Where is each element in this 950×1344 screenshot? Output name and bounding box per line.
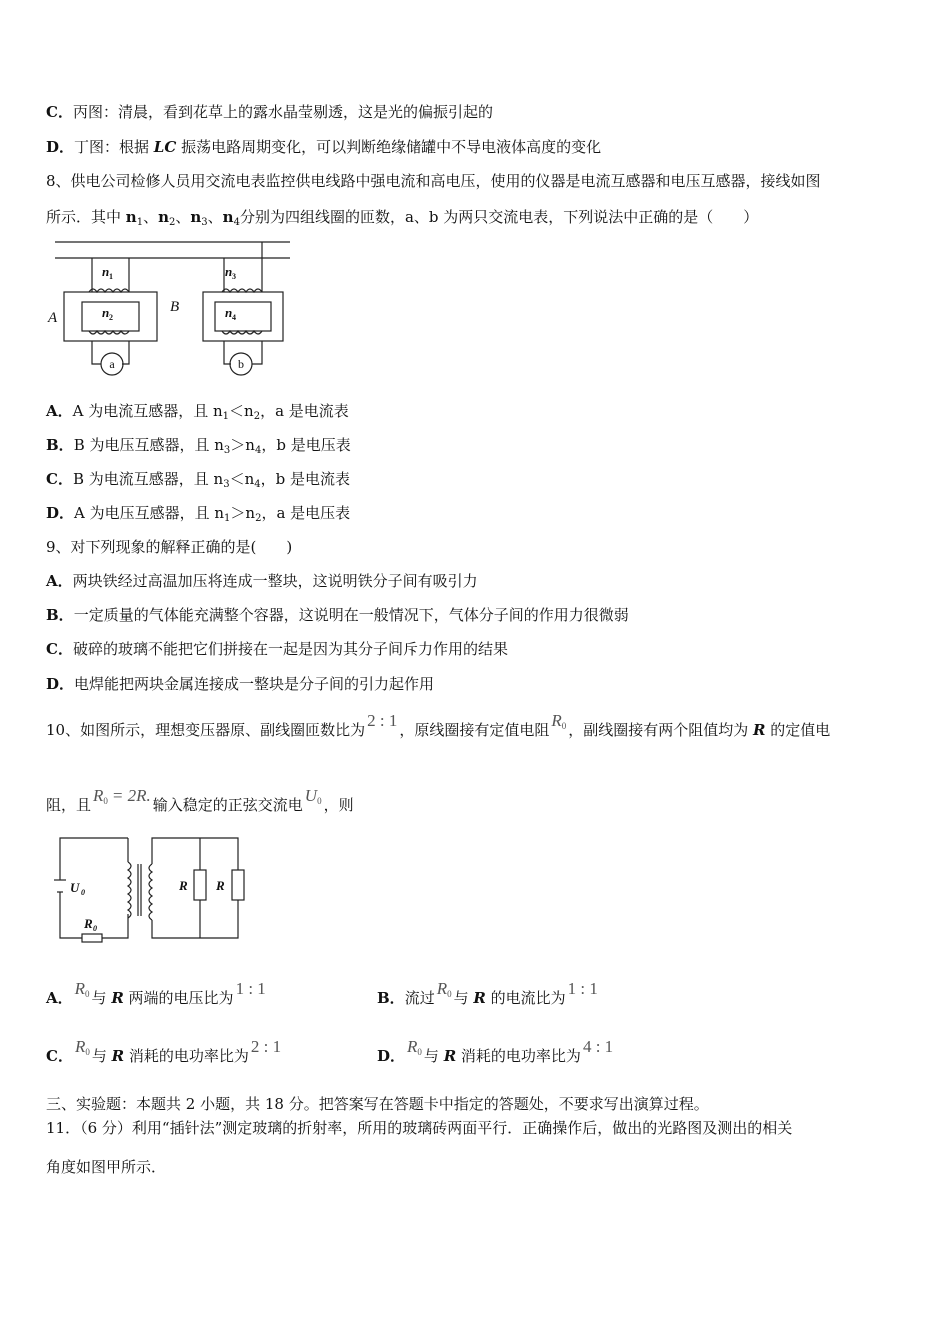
meter-b-label: b [238, 357, 244, 371]
option-text: ，b 是电流表 [260, 470, 350, 488]
stem-text: 的定值电 [765, 721, 831, 739]
option-letter: B． [377, 989, 405, 1007]
r-label-1: R [179, 878, 188, 893]
u0-label: U [70, 880, 80, 895]
option-text: ＞n [230, 504, 256, 522]
option-text: 一定质量的气体能充满整个容器，这说明在一般情况下，气体分子间的作用力很微弱 [73, 606, 629, 624]
q8-option-d [46, 503, 350, 523]
section-3-heading: 三、实验题：本题共 2 小题，共 18 分。把答案写在答题卡中指定的答题处，不要求写出演算过程。 [46, 1095, 709, 1113]
option-text: 消耗的电功率比为 [124, 1047, 249, 1065]
option-text: ＜n [229, 470, 255, 488]
subscript: 3 [223, 479, 230, 490]
ratio: 4 : 1 [582, 1037, 614, 1056]
label-n4: n [225, 305, 233, 320]
separator: 、 [207, 208, 223, 226]
option-text: 与 [423, 1047, 444, 1065]
r0-symbol [437, 979, 452, 998]
r0-symbol [75, 979, 90, 998]
equation: = 2R. [111, 786, 151, 805]
subscript: 2 [255, 513, 262, 524]
subscript: 2 [253, 411, 261, 422]
subscript: 1 [224, 513, 231, 524]
label-a-transformer: A [48, 310, 58, 326]
subscript: 0 [103, 796, 108, 806]
q10-stem-line1 [46, 711, 831, 740]
stem-text: ，则 [323, 796, 354, 814]
subscript: 0 [85, 1047, 90, 1057]
option-text: A 为电压互感器，且 n [74, 504, 225, 522]
q8-option-c [46, 469, 350, 489]
separator: 、 [175, 208, 191, 226]
option-letter: B． [46, 436, 74, 454]
option-letter: C． [46, 103, 73, 121]
q10-option-b [377, 979, 600, 1008]
r-symbol: R [473, 989, 486, 1007]
q8-option-a [46, 401, 349, 421]
r-letter: R [74, 979, 86, 998]
r-letter: R [551, 711, 562, 730]
q9-option-c [46, 639, 508, 659]
subscript: 1 [222, 411, 230, 422]
option-letter: C． [46, 470, 73, 488]
q8-stem-line2 [46, 207, 758, 227]
subscript: 4 [254, 445, 262, 456]
r0-label-sub: 0 [93, 924, 97, 933]
option-text: 流过 [404, 989, 435, 1007]
subscript: 0 [561, 721, 567, 731]
r-letter: R [74, 1037, 86, 1056]
q9-option-d [46, 674, 434, 694]
option-text: A 为电流互感器，且 n [72, 402, 223, 420]
option-text: 破碎的玻璃不能把它们拼接在一起是因为其分子间斥力作用的结果 [72, 640, 508, 658]
r0-symbol [407, 1037, 422, 1056]
label-n2: n [102, 305, 110, 320]
r-label-2: R [216, 878, 225, 893]
n-symbol: n [190, 208, 202, 226]
r-symbol: R [111, 1047, 125, 1065]
label-n4-sub: 4 [232, 313, 236, 322]
option-letter: B． [46, 606, 74, 624]
option-text: ，b 是电压表 [261, 436, 351, 454]
q8-stem-line1: 8、供电公司检修人员用交流电表监控供电线路中强电流和高电压，使用的仪器是电流互感器和电压互感器，接线如图 [46, 172, 821, 190]
subscript: 0 [447, 989, 452, 999]
q7-option-d [46, 137, 601, 157]
subscript: 2 [168, 217, 176, 228]
option-letter: D． [46, 138, 75, 156]
q11-stem-line1: 11．（6 分）利用“插针法”测定玻璃的折射率，所用的玻璃砖两面平行．正确操作后，做出的光路图及测出的相关 [46, 1119, 793, 1137]
r-symbol: R [753, 721, 766, 739]
option-text: ，a 是电流表 [260, 402, 349, 420]
option-letter: A． [46, 989, 73, 1007]
q9-option-b [46, 605, 629, 625]
subscript: 3 [201, 217, 208, 228]
turns-ratio: 2 : 1 [367, 711, 398, 730]
q11-stem-line2: 角度如图甲所示． [46, 1158, 167, 1176]
option-text: ＞n [230, 436, 255, 454]
label-b-transformer: B [170, 299, 180, 315]
u0-label-sub: 0 [81, 888, 85, 897]
n-symbol: n [125, 208, 137, 226]
option-letter: C． [46, 1047, 73, 1065]
stem-text: 10、如图所示，理想变压器原、副线圈匝数比为 [46, 721, 366, 739]
option-text: ＜n [229, 402, 254, 420]
r0-symbol [93, 786, 108, 805]
option-letter: D． [46, 504, 75, 522]
option-letter: D． [46, 675, 75, 693]
option-text: ，a 是电压表 [261, 504, 351, 522]
option-letter: D． [377, 1047, 406, 1065]
q10-option-c [46, 1037, 283, 1066]
subscript: 0 [317, 796, 322, 806]
label-n3-sub: 3 [232, 272, 236, 281]
r0-label: R [84, 916, 93, 931]
r-letter: R [436, 979, 448, 998]
option-letter: A． [46, 402, 73, 420]
q9-option-a [46, 571, 478, 591]
ratio: 1 : 1 [567, 979, 598, 998]
option-text: 振荡电路周期变化，可以判断绝缘储罐中不导电液体高度的变化 [176, 138, 602, 156]
option-text: 两块铁经过高温加压将连成一整块，这说明铁分子间有吸引力 [72, 572, 478, 590]
option-text: 电焊能把两块金属连接成一整块是分子间的引力起作用 [74, 675, 435, 693]
q7-option-c [46, 102, 493, 122]
option-text: 与 [453, 989, 474, 1007]
subscript: 3 [223, 445, 231, 456]
ratio: 2 : 1 [250, 1037, 282, 1056]
r-letter: R [93, 786, 104, 805]
option-text: 与 [91, 989, 112, 1007]
subscript: 1 [136, 217, 144, 228]
label-n2-sub: 2 [109, 313, 113, 322]
stem-text: 输入稳定的正弦交流电 [152, 796, 303, 814]
q10-circuit-figure [52, 836, 252, 946]
lc-symbol: LC [153, 138, 177, 156]
ratio: 1 : 1 [235, 979, 266, 998]
subscript: 4 [233, 217, 240, 228]
r-symbol: R [111, 989, 124, 1007]
n-symbol: n [158, 208, 169, 226]
u-letter: U [304, 786, 318, 805]
option-text: 的电流比为 [485, 989, 566, 1007]
subscript: 0 [417, 1047, 422, 1057]
subscript: 4 [254, 479, 261, 490]
option-text: 两端的电压比为 [123, 989, 234, 1007]
option-text: 与 [91, 1047, 112, 1065]
q10-option-a [46, 979, 268, 1008]
n-symbol: n [222, 208, 234, 226]
meter-a-label: a [109, 357, 115, 371]
option-text: B 为电流互感器，且 n [72, 470, 224, 488]
r-letter: R [407, 1037, 418, 1056]
r-symbol: R [443, 1047, 457, 1065]
separator: 、 [143, 208, 159, 226]
option-text: 丙图：清晨，看到花草上的露水晶莹剔透，这是光的偏振引起的 [72, 103, 493, 121]
stem-text: 分别为四组线圈的匝数，a、b 为两只交流电表，下列说法中正确的是（ ） [239, 208, 759, 226]
stem-text: ，原线圈接有定值电阻 [399, 721, 550, 739]
option-text: 消耗的电功率比为 [456, 1047, 581, 1065]
q8-transformer-figure [45, 238, 305, 378]
stem-text: 阻，且 [46, 796, 92, 814]
q8-option-b [46, 435, 351, 455]
subscript: 0 [85, 989, 90, 999]
label-n1: n [102, 264, 110, 279]
option-text: B 为电压互感器，且 n [73, 436, 224, 454]
q10-stem-line2 [46, 786, 354, 815]
label-n3: n [225, 264, 233, 279]
q9-stem: 9、对下列现象的解释正确的是( ) [46, 538, 293, 556]
u0-symbol [305, 786, 322, 805]
r0-symbol [75, 1037, 90, 1056]
label-n1-sub: 1 [109, 272, 113, 281]
stem-text: 所示．其中 [46, 208, 126, 226]
q10-option-d [377, 1037, 615, 1066]
option-letter: A． [46, 572, 73, 590]
r0-symbol [551, 711, 566, 730]
option-text: 丁图：根据 [74, 138, 154, 156]
stem-text: ，副线圈接有两个阻值均为 [568, 721, 754, 739]
option-letter: C． [46, 640, 73, 658]
